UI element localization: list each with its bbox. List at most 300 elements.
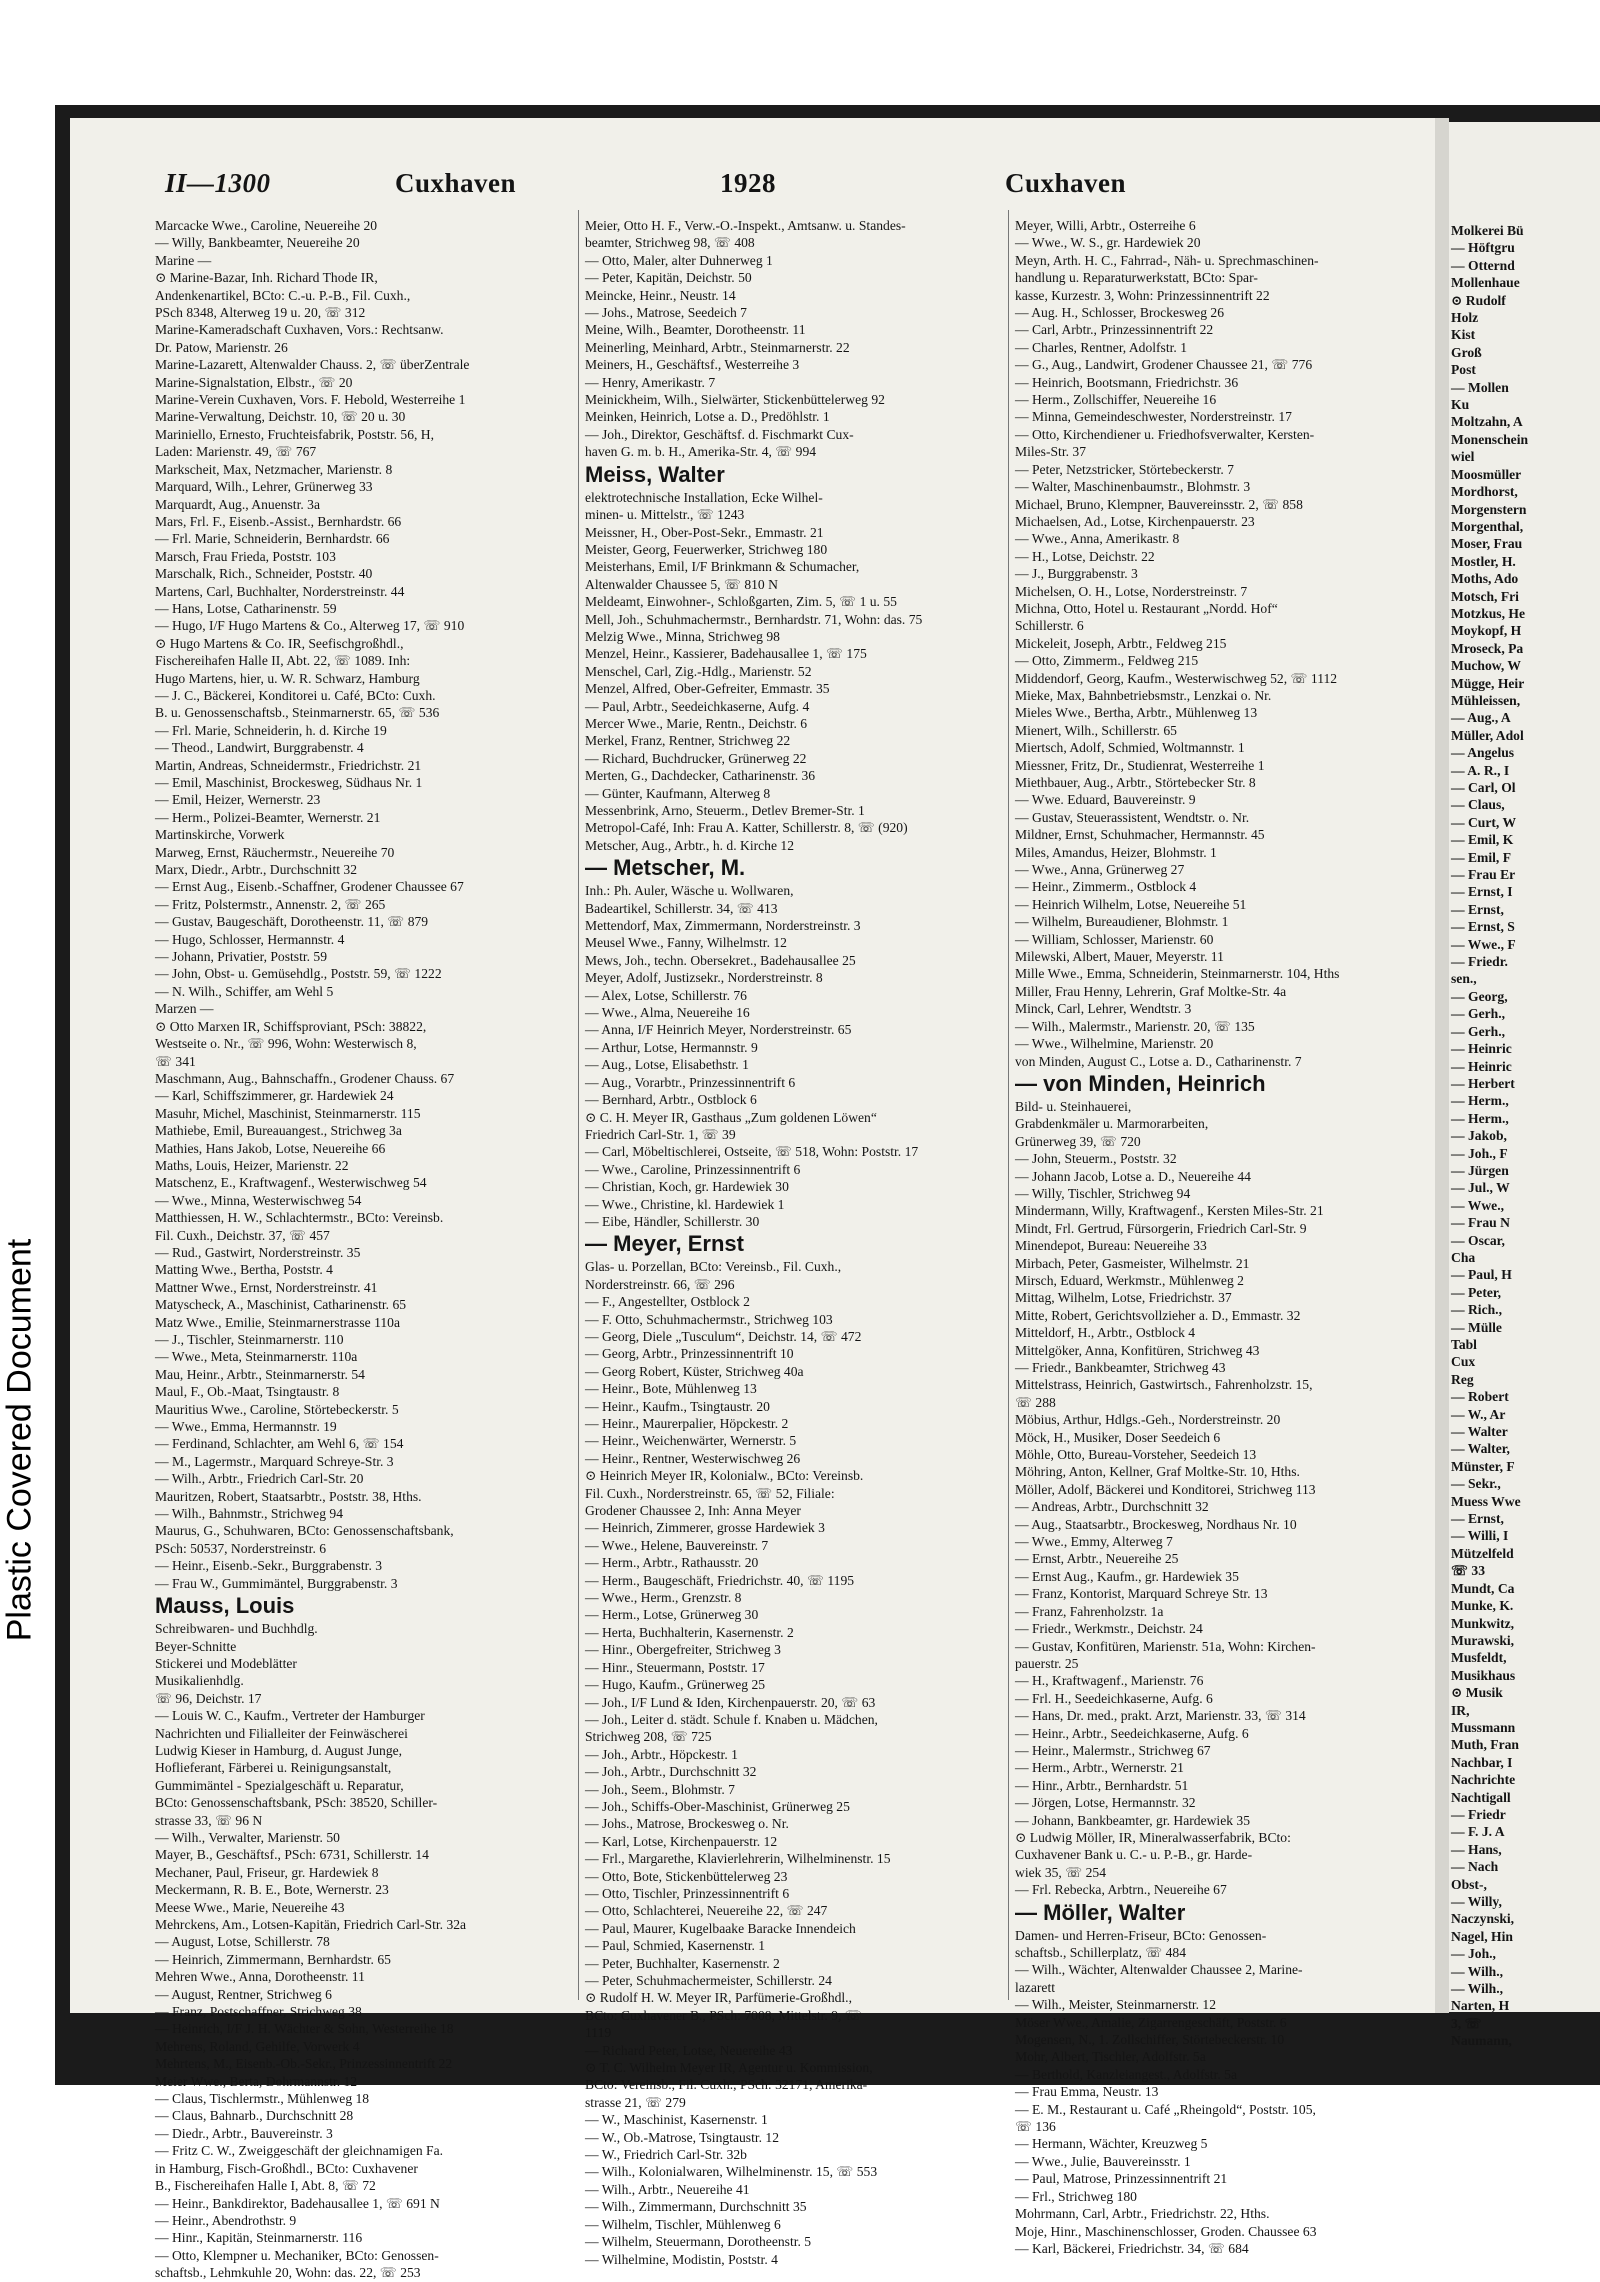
directory-column-1 xyxy=(155,217,575,2281)
directory-entry: Matting Wwe., Bertha, Poststr. 4 xyxy=(155,1262,333,1278)
directory-entry: — Emil, Maschinist, Brockesweg, Südhaus Nr. 1 xyxy=(155,775,423,790)
directory-entry: — Arthur, Lotse, Hermannstr. 9 xyxy=(585,1039,758,1055)
directory-entry: — H., Kraftwagenf., Marienstr. 76 xyxy=(1015,1673,1204,1689)
directory-entry: — Georg, Arbtr., Prinzessinnentrift 10 xyxy=(585,1346,794,1362)
adjacent-page-entry: Nagel, Hin xyxy=(1451,1928,1513,1944)
adjacent-page-entry: — Gerh., xyxy=(1451,1006,1505,1022)
adjacent-page-entry: — Jürgen xyxy=(1451,1162,1509,1178)
directory-entry: Menzel, Heinr., Kassierer, Badehausallee 1, ☏ 175 xyxy=(585,646,867,662)
directory-entry: — Claus, Bahnarb., Durchschnitt 28 xyxy=(155,2108,354,2124)
directory-entry: Menschel, Carl, Zig.-Hdlg., Marienstr. 52 xyxy=(585,663,812,679)
directory-entry: — Aug., Lotse, Elisabethstr. 1 xyxy=(585,1057,749,1073)
directory-entry: Meese Wwe., Marie, Neuereihe 43 xyxy=(155,1899,345,1915)
directory-entry: — Gustav, Baugeschäft, Dorotheenstr. 11, ☏ 879 xyxy=(155,914,429,930)
directory-entry: — Johann, Privatier, Poststr. 59 xyxy=(155,949,328,965)
directory-entry: Möck, H., Musiker, Doser Seedeich 6 xyxy=(1015,1429,1221,1445)
directory-entry: — Aug. H., Schlosser, Brockesweg 26 xyxy=(1015,305,1225,321)
adjacent-page-entry: — Friedr. xyxy=(1451,954,1508,970)
directory-entry: Nachrichten und Filialleiter der Feinwäscherei xyxy=(155,1725,408,1741)
directory-entry: ⊙ Rudolf H. W. Meyer IR, Parfümerie-Großhdl., xyxy=(585,1990,852,2006)
directory-entry: Möser Wwe., Amalie, Zigarrengeschäft, Poststr. 6 xyxy=(1015,2014,1287,2030)
directory-entry: Mindermann, Willy, Kraftwagenf., Kersten Miles-Str. 21 xyxy=(1015,1203,1324,1219)
adjacent-page-entry: Motzkus, He xyxy=(1451,605,1526,621)
directory-entry: Michael, Bruno, Klempner, Bauvereinsstr. 2, ☏ 858 xyxy=(1015,496,1303,512)
directory-entry: — Aug., Vorarbtr., Prinzessinnentrift 6 xyxy=(585,1074,796,1090)
adjacent-page-entry: — Wilh., xyxy=(1451,1981,1504,1997)
adjacent-page-entry: — Hans, xyxy=(1451,1841,1502,1857)
directory-entry: — Wilhelm, Steuermann, Dorotheenstr. 5 xyxy=(585,2234,812,2250)
page-number: II—1300 xyxy=(165,168,271,198)
adjacent-page-entry: — Walter xyxy=(1451,1424,1508,1440)
directory-entry: Mattner Wwe., Ernst, Norderstreinstr. 41 xyxy=(155,1279,378,1295)
directory-entry: Mittelstrass, Heinrich, Gastwirtsch., Fahrenholzstr. 15, xyxy=(1015,1377,1313,1393)
directory-entry: — Wilh., Arbtr., Friedrich Carl-Str. 20 xyxy=(155,1471,364,1487)
directory-entry: Meissner, H., Ober-Post-Sekr., Emmastr. 21 xyxy=(585,524,824,540)
directory-entry: wiek 35, ☏ 254 xyxy=(1015,1864,1107,1880)
directory-entry: — Herm., Lotse, Grünerweg 30 xyxy=(585,1607,759,1623)
directory-entry: Miller, Frau Henny, Lehrerin, Graf Moltke-Str. 4a xyxy=(1015,983,1287,999)
directory-entry: Damen- und Herren-Friseur, BCto: Genossen- xyxy=(1015,1927,1267,1943)
directory-entry: Dr. Patow, Marienstr. 26 xyxy=(155,339,288,355)
directory-entry: — Minna, Gemeindeschwester, Norderstreinstr. 17 xyxy=(1015,409,1292,425)
directory-entry: Michaelsen, Ad., Lotse, Kirchenpauerstr. 23 xyxy=(1015,513,1255,529)
directory-entry: — Joh., I/F Lund & Iden, Kirchenpauerstr. 20, ☏ 63 xyxy=(585,1694,876,1710)
directory-entry: — Andreas, Arbtr., Durchschnitt 32 xyxy=(1015,1499,1209,1515)
adjacent-page-entry: Müller, Adol xyxy=(1451,727,1524,743)
adjacent-page-entry: Musikhaus xyxy=(1451,1667,1516,1683)
directory-entry: Mitteldorf, H., Arbtr., Ostblock 4 xyxy=(1015,1325,1196,1341)
adjacent-page-entry: — Joh., F xyxy=(1451,1145,1508,1161)
directory-entry: Meiners, H., Geschäftsf., Westerreihe 3 xyxy=(585,357,800,373)
directory-entry: — Wwe., Herm., Grenzstr. 8 xyxy=(585,1590,742,1606)
directory-entry: — Johann Jacob, Lotse a. D., Neuereihe 44 xyxy=(1015,1168,1251,1184)
directory-entry: — N. Wilh., Schiffer, am Wehl 5 xyxy=(155,983,334,999)
directory-entry: — Wwe., W. S., gr. Hardewiek 20 xyxy=(1015,235,1201,251)
directory-entry: Grodener Chaussee 2, Inh: Anna Meyer xyxy=(585,1503,801,1519)
directory-entry: — Otto, Maler, alter Duhnerweg 1 xyxy=(585,252,773,268)
directory-entry: Möller, Adolf, Bäckerei und Konditorei, Strichweg 113 xyxy=(1015,1481,1316,1497)
directory-entry: — Paul, Schmied, Kasernenstr. 1 xyxy=(585,1938,766,1954)
adjacent-page-entry: Nachtigall xyxy=(1451,1789,1511,1805)
directory-entry: — Wilhelm, Bureaudiener, Blohmstr. 1 xyxy=(1015,914,1229,930)
directory-entry: Messenbrink, Arno, Steuerm., Detlev Bremer-Str. 1 xyxy=(585,803,865,818)
directory-entry: — Carl, Arbtr., Prinzessinnentrift 22 xyxy=(1015,322,1214,338)
directory-entry: strasse 21, ☏ 279 xyxy=(585,2094,686,2110)
directory-entry: Mercer Wwe., Marie, Rentn., Deichstr. 6 xyxy=(585,715,808,731)
directory-entry: — Ernst Aug., Kaufm., gr. Hardewiek 35 xyxy=(1015,1568,1239,1584)
adjacent-page-entry: Cha xyxy=(1451,1249,1476,1265)
directory-entry: Mehrtens, M., Eisenb.-Ob.-Sekr., Prinzessinnentrift 22 xyxy=(155,2056,453,2072)
directory-entry: — Metscher, M. xyxy=(585,855,746,881)
directory-entry: — Frl. Marie, Schneiderin, h. d. Kirche 19 xyxy=(155,722,387,738)
directory-entry: — Wwe. Eduard, Bauvereinstr. 9 xyxy=(1015,792,1196,808)
directory-entry: Meisterhans, Emil, I/F Brinkmann & Schumacher, xyxy=(585,559,860,575)
directory-entry: Minck, Carl, Lehrer, Wendtstr. 3 xyxy=(1015,1001,1192,1017)
directory-entry: Möhle, Otto, Bureau-Vorsteher, Seedeich 13 xyxy=(1015,1447,1257,1463)
directory-entry: Meinerling, Meinhard, Arbtr., Steinmarnerstr. 22 xyxy=(585,339,850,355)
directory-entry: — Joh., Direktor, Geschäftsf. d. Fischmarkt Cux- xyxy=(585,426,854,442)
directory-entry: ☏ 341 xyxy=(155,1053,196,1069)
directory-entry: — Fritz, Polstermstr., Annenstr. 2, ☏ 265 xyxy=(155,896,386,912)
directory-entry: Mehrckens, Am., Lotsen-Kapitän, Friedrich Carl-Str. 32a xyxy=(155,1917,467,1932)
directory-entry: — Otto, Bote, Stickenbüttelerweg 23 xyxy=(585,1868,788,1884)
directory-entry: — Heinrich, Bootsmann, Friedrichstr. 36 xyxy=(1015,374,1239,390)
directory-entry: Beyer-Schnitte xyxy=(155,1638,237,1654)
directory-entry: — W., Friedrich Carl-Str. 32b xyxy=(585,2147,747,2163)
directory-entry: — Hans, Lotse, Catharinenstr. 59 xyxy=(155,600,337,616)
directory-entry: — Wilh., Wächter, Altenwalder Chaussee 2, Marine- xyxy=(1015,1962,1303,1978)
page-header xyxy=(155,168,1435,208)
directory-entry: Middendorf, Georg, Kaufm., Westerwischweg 52, ☏ 1112 xyxy=(1015,670,1338,686)
directory-entry: Mettendorf, Max, Zimmermann, Norderstreinstr. 3 xyxy=(585,918,861,934)
adjacent-page-entry: Mostler, H. xyxy=(1451,553,1516,569)
directory-entry: — Heinrich, Zimmerer, grosse Hardewiek 3 xyxy=(585,1520,825,1536)
adjacent-page-entry: — W., Ar xyxy=(1451,1406,1506,1422)
directory-entry: Mirsch, Eduard, Werkmstr., Mühlenweg 2 xyxy=(1015,1272,1244,1288)
directory-entry: — Wilh., Kolonialwaren, Wilhelminenstr. 15, ☏ 553 xyxy=(585,2164,878,2180)
directory-entry: minen- u. Mittelstr., ☏ 1243 xyxy=(585,507,745,523)
directory-entry: Mittag, Wilhelm, Lotse, Friedrichstr. 37 xyxy=(1015,1290,1232,1306)
directory-entry: — August, Rentner, Strichweg 6 xyxy=(155,1986,332,2002)
directory-entry: ⊙ Otto Marxen IR, Schiffsproviant, PSch: 38822, xyxy=(155,1018,427,1034)
directory-entry: Miles-Str. 37 xyxy=(1015,444,1086,460)
directory-entry: Mechaner, Paul, Friseur, gr. Hardewiek 8 xyxy=(155,1864,379,1880)
directory-entry: — Joh., Seem., Blohmstr. 7 xyxy=(585,1781,735,1797)
adjacent-page-entry: — Herm., xyxy=(1451,1110,1509,1126)
adjacent-page-entry: IR, xyxy=(1451,1702,1470,1718)
directory-entry: — E. M., Restaurant u. Café „Rheingold“, Poststr. 105, xyxy=(1015,2101,1316,2117)
directory-entry: Meinickheim, Wilh., Sielwärter, Stickenbüttelerweg 92 xyxy=(585,392,885,408)
directory-entry: PSch 8348, Alterweg 19 u. 20, ☏ 312 xyxy=(155,305,366,321)
directory-entry: Mews, Joh., techn. Obersekret., Badehausallee 25 xyxy=(585,952,856,968)
directory-entry: — Wwe., Alma, Neuereihe 16 xyxy=(585,1005,750,1021)
directory-entry: — Willy, Tischler, Strichweg 94 xyxy=(1015,1185,1191,1201)
directory-entry: — Charles, Rentner, Adolfstr. 1 xyxy=(1015,339,1187,355)
directory-entry: haven G. m. b. H., Amerika-Str. 4, ☏ 994 xyxy=(585,444,817,460)
directory-column-3 xyxy=(1015,217,1435,2256)
directory-entry: — J., Tischler, Steinmarnerstr. 110 xyxy=(155,1332,344,1347)
directory-entry: — Eibe, Händler, Schillerstr. 30 xyxy=(585,1213,760,1229)
adjacent-page-entry: — Heinric xyxy=(1451,1041,1512,1057)
directory-entry: — Willy, Bankbeamter, Neuereihe 20 xyxy=(155,235,360,251)
adjacent-page-entry: — Aug., A xyxy=(1451,710,1511,726)
directory-entry: — Henry, Amerikastr. 7 xyxy=(585,374,716,390)
page-edge xyxy=(1435,118,1449,2013)
directory-entry: — Franz, Kontorist, Marquard Schreye Str. 13 xyxy=(1015,1586,1268,1602)
adjacent-page-entry: — Jakob, xyxy=(1451,1128,1507,1144)
directory-entry: Maurus, G., Schuhwaren, BCto: Genossenschaftsbank, xyxy=(155,1523,454,1539)
directory-entry: ☏ 96, Deichstr. 17 xyxy=(155,1690,262,1706)
directory-entry: — William, Schlosser, Marienstr. 60 xyxy=(1015,931,1214,947)
adjacent-page-entry: — Sekr., xyxy=(1451,1476,1501,1492)
directory-entry: Michelsen, O. H., Lotse, Norderstreinstr. 7 xyxy=(1015,583,1248,599)
directory-entry: — Wwe., Meta, Steinmarnerstr. 110a xyxy=(155,1349,358,1365)
directory-entry: — Richard Peter, Lotse, Neuereihe 43 xyxy=(585,2042,793,2058)
directory-entry: Norderstreinstr. 66, ☏ 296 xyxy=(585,1276,735,1292)
directory-entry: Mehren Wwe., Anna, Dorotheenstr. 11 xyxy=(155,1969,365,1985)
directory-entry: Grabdenkmäler u. Marmorarbeiten, xyxy=(1015,1116,1209,1132)
directory-entry: — von Minden, Heinrich xyxy=(1015,1070,1266,1096)
directory-entry: — Frau W., Gummimäntel, Burggrabenstr. 3 xyxy=(155,1575,398,1591)
directory-entry: Merkel, Franz, Rentner, Strichweg 22 xyxy=(585,733,791,749)
column-rule xyxy=(1008,210,1009,2000)
city-title-left: Cuxhaven xyxy=(395,168,517,198)
directory-entry: Maschmann, Aug., Bahnschaffn., Grodener Chauss. 67 xyxy=(155,1070,455,1086)
directory-entry: Mieles Wwe., Bertha, Arbtr., Mühlenweg 13 xyxy=(1015,705,1258,721)
directory-entry: Mienert, Wilh., Schillerstr. 65 xyxy=(1015,722,1177,738)
directory-entry: Meinken, Heinrich, Lotse a. D., Predöhlstr. 1 xyxy=(585,409,830,425)
directory-entry: Bild- u. Steinhauerei, xyxy=(1015,1098,1132,1114)
directory-entry: Hoflieferant, Färberei u. Reinigungsanstalt, xyxy=(155,1760,392,1776)
directory-entry: — Gustav, Konfitüren, Marienstr. 51a, Wohn: Kirchen- xyxy=(1015,1638,1316,1654)
directory-entry: Marine — xyxy=(155,252,212,268)
adjacent-page-entry: Mundt, Ca xyxy=(1451,1580,1515,1596)
directory-entry: — Frl. Marie, Schneiderin, Bernhardstr. 66 xyxy=(155,531,390,547)
adjacent-page-entry: Nachbar, I xyxy=(1451,1754,1513,1770)
adjacent-page-entry: — Nach xyxy=(1451,1859,1499,1875)
directory-entry: — Joh., Schiffs-Ober-Maschinist, Grünerweg 25 xyxy=(585,1798,850,1814)
directory-entry: — Günter, Kaufmann, Alterweg 8 xyxy=(585,785,771,801)
directory-entry: — Jörgen, Lotse, Hermannstr. 32 xyxy=(1015,1795,1196,1811)
adjacent-page-entry: ☏ 33 xyxy=(1451,1563,1485,1579)
directory-entry: — Rud., Gastwirt, Norderstreinstr. 35 xyxy=(155,1244,361,1260)
directory-entry: Marx, Diedr., Arbtr., Durchschnitt 32 xyxy=(155,862,357,878)
directory-entry: — Wwe., Minna, Westerwischweg 54 xyxy=(155,1192,362,1208)
directory-entry: — Heinrich Wilhelm, Lotse, Neuereihe 51 xyxy=(1015,896,1247,912)
directory-entry: — Ferdinand, Schlachter, am Wehl 6, ☏ 154 xyxy=(155,1436,404,1452)
directory-entry: — Richard, Buchdrucker, Grünerweg 22 xyxy=(585,750,807,766)
adjacent-page-entry: — A. R., I xyxy=(1451,762,1510,778)
directory-entry: — Peter, Netzstricker, Störtebeckerstr. 7 xyxy=(1015,461,1234,477)
directory-entry: — Meyer, Ernst xyxy=(585,1231,744,1257)
directory-entry: Miessner, Fritz, Dr., Studienrat, Westerreihe 1 xyxy=(1015,757,1265,773)
adjacent-page-entry: — Jul., W xyxy=(1451,1180,1510,1196)
adjacent-page-entry: — Carl, Ol xyxy=(1451,780,1516,795)
directory-entry: — Ernst Aug., Eisenb.-Schaffner, Grodener Chaussee 67 xyxy=(155,879,464,895)
directory-entry: Matthiessen, H. W., Schlachtermstr., BCto: Vereinsb. xyxy=(155,1210,444,1226)
directory-entry: — J. C., Bäckerei, Konditorei u. Café, BCto: Cuxh. xyxy=(155,687,436,703)
directory-entry: — Bernhard, Arbtr., Ostblock 6 xyxy=(585,1092,757,1108)
directory-entry: — Peter, Kapitän, Deichstr. 50 xyxy=(585,270,752,286)
adjacent-page-entry: Naumann, xyxy=(1451,2033,1512,2049)
adjacent-page-entry: Mordhorst, xyxy=(1451,484,1518,500)
adjacent-page-entry: — Ernst, I xyxy=(1451,884,1513,900)
adjacent-page-entry: — Joh., xyxy=(1451,1946,1496,1962)
adjacent-page-entry: Post xyxy=(1451,362,1476,378)
adjacent-page-entry: — F. J. A xyxy=(1451,1824,1505,1840)
directory-entry: — Johs., Matrose, Brockesweg o. Nr. xyxy=(585,1816,789,1832)
directory-entry: Gummimäntel - Spezialgeschäft u. Reparatur, xyxy=(155,1777,404,1793)
directory-entry: Marsch, Frau Frieda, Poststr. 103 xyxy=(155,548,336,564)
directory-entry: — Wilh., Malermstr., Marienstr. 20, ☏ 135 xyxy=(1015,1018,1255,1034)
directory-entry: — G., Aug., Landwirt, Grodener Chaussee 21, ☏ 776 xyxy=(1015,357,1313,373)
directory-entry: — Heinrich, I/F J. H. Wächter & Sohn, Westerreihe 18 xyxy=(155,2021,454,2037)
directory-entry: — Wilh., Bahnmstr., Strichweg 94 xyxy=(155,1506,343,1522)
directory-entry: Mayer, B., Geschäftsf., PSch: 6731, Schillerstr. 14 xyxy=(155,1847,429,1863)
directory-entry: Mau, Heinr., Arbtr., Steinmarnerstr. 54 xyxy=(155,1366,365,1382)
directory-entry: Matschenz, E., Kraftwagenf., Westerwischweg 54 xyxy=(155,1175,427,1191)
directory-entry: — Fritz C. W., Zweiggeschäft der gleichnamigen Fa. xyxy=(155,2143,444,2159)
directory-entry: — Otto, Schlachterei, Neuereihe 22, ☏ 247 xyxy=(585,1903,828,1919)
directory-entry: Cuxhavener Bank u. C.- u. P.-B., gr. Harde- xyxy=(1015,1847,1253,1863)
directory-entry: Marzen — xyxy=(155,1001,214,1017)
directory-entry: — August, Lotse, Schillerstr. 78 xyxy=(155,1934,330,1950)
adjacent-page-entry: Muth, Fran xyxy=(1451,1737,1519,1753)
directory-entry: Friedrich Carl-Str. 1, ☏ 39 xyxy=(585,1126,736,1142)
adjacent-page-entry: — Claus, xyxy=(1451,797,1505,813)
side-label xyxy=(0,1160,40,1720)
adjacent-page-entry: — Ernst, xyxy=(1451,901,1504,917)
directory-entry: — Wwe., Julie, Bauvereinsstr. 1 xyxy=(1015,2153,1191,2169)
directory-entry: — Heinr., Zimmerm., Ostblock 4 xyxy=(1015,879,1197,895)
directory-entry: Metscher, Aug., Arbtr., h. d. Kirche 12 xyxy=(585,837,794,853)
directory-entry: Meine, Wilh., Beamter, Dorotheenstr. 11 xyxy=(585,322,806,338)
directory-entry: — Wwe., Emmy, Alterweg 7 xyxy=(1015,1534,1173,1550)
directory-entry: — Walter, Maschinenbaumstr., Blohmstr. 3 xyxy=(1015,479,1251,495)
directory-year: 1928 xyxy=(720,168,776,198)
directory-entry: Meincke, Heinr., Neustr. 14 xyxy=(585,287,736,303)
directory-entry: Marine-Kameradschaft Cuxhaven, Vors.: Rechtsanw. xyxy=(155,322,444,338)
adjacent-page-entry: Morgenthal, xyxy=(1451,518,1524,534)
directory-entry: Mathiebe, Emil, Bureauangest., Strichweg 3a xyxy=(155,1123,402,1139)
directory-entry: Grünerweg 39, ☏ 720 xyxy=(1015,1133,1141,1149)
directory-entry: — Hinr., Steuermann, Poststr. 17 xyxy=(585,1659,765,1675)
directory-entry: Möhring, Anton, Kellner, Graf Moltke-Str. 10, Hths. xyxy=(1015,1464,1300,1480)
adjacent-page-entry: Munke, K. xyxy=(1451,1598,1514,1614)
directory-entry: Marquardt, Aug., Anuenstr. 3a xyxy=(155,496,320,512)
directory-entry: ⊙ Heinrich Meyer IR, Kolonialw., BCto: Vereinsb. xyxy=(585,1468,864,1484)
directory-entry: Mohrmann, Carl, Arbtr., Friedrichstr. 22, Hths. xyxy=(1015,2206,1270,2222)
directory-entry: — Friedr., Bankbeamter, Strichweg 43 xyxy=(1015,1360,1226,1375)
directory-entry: Miles, Amandus, Heizer, Blohmstr. 1 xyxy=(1015,844,1217,860)
directory-entry: Mathies, Hans Jakob, Lotse, Neuereihe 66 xyxy=(155,1140,386,1156)
directory-entry: — Frau Emma, Neustr. 13 xyxy=(1015,2084,1159,2100)
directory-entry: — Paul, Matrose, Prinzessinnentrift 21 xyxy=(1015,2171,1228,2187)
directory-entry: — Hermann, Wächter, Kreuzweg 5 xyxy=(1015,2136,1208,2152)
directory-entry: — Wwe., Helene, Bauvereinstr. 7 xyxy=(585,1537,769,1553)
adjacent-page-entry: Mügge, Heir xyxy=(1451,675,1525,691)
adjacent-page-entry: — Wwe., F xyxy=(1451,936,1516,952)
directory-entry: Mickeleit, Joseph, Arbtr., Feldweg 215 xyxy=(1015,635,1227,651)
adjacent-page-entry: Moosmüller xyxy=(1451,466,1522,482)
directory-entry: Meyer, Adolf, Justizsekr., Norderstreinstr. 8 xyxy=(585,970,823,986)
directory-entry: ☏ 136 xyxy=(1015,2119,1056,2135)
adjacent-page-entry: Narten, H xyxy=(1451,1998,1510,2014)
adjacent-page-entry: Groß xyxy=(1451,344,1482,360)
directory-entry: — Peter, Schuhmachermeister, Schillerstr. 24 xyxy=(585,1973,832,1988)
adjacent-page-entry: Muchow, W xyxy=(1451,658,1521,674)
directory-entry: Menzel, Alfred, Ober-Gefreiter, Emmastr. 35 xyxy=(585,681,830,697)
adjacent-page-entry: Molkerei Bü xyxy=(1451,223,1524,238)
adjacent-page-entry: ⊙ Musik xyxy=(1451,1685,1503,1701)
adjacent-page-entry: — Mülle xyxy=(1451,1319,1502,1335)
directory-entry: — Heinr., Arbtr., Seedeichkaserne, Aufg. 6 xyxy=(1015,1725,1249,1741)
directory-entry: Inh.: Ph. Auler, Wäsche u. Wollwaren, xyxy=(585,883,794,899)
directory-entry: Minendepot, Bureau: Neuereihe 33 xyxy=(1015,1238,1207,1254)
directory-entry: — Gustav, Steuerassistent, Wendtstr. o. Nr. xyxy=(1015,809,1250,825)
directory-entry: Meyer, Willi, Arbtr., Osterreihe 6 xyxy=(1015,218,1196,233)
directory-entry: — Hugo, Kaufm., Grünerweg 25 xyxy=(585,1677,766,1693)
directory-entry: — Claus, Tischlermstr., Mühlenweg 18 xyxy=(155,2091,370,2107)
directory-entry: — Hinr., Obergefreiter, Strichweg 3 xyxy=(585,1642,781,1658)
directory-entry: — Joh., Arbtr., Durchschnitt 32 xyxy=(585,1764,757,1780)
directory-entry: B. u. Genossenschaftsb., Steinmarnerstr. 65, ☏ 536 xyxy=(155,705,440,721)
adjacent-page-entry: Motsch, Fri xyxy=(1451,588,1519,604)
adjacent-page-entry: — Robert xyxy=(1451,1389,1509,1405)
adjacent-page-entry: — Herbert xyxy=(1451,1075,1515,1091)
directory-entry: Mirbach, Peter, Gasmeister, Wilhelmstr. 21 xyxy=(1015,1255,1250,1271)
directory-entry: schaftsb., Schillerplatz, ☏ 484 xyxy=(1015,1945,1187,1960)
directory-entry: Fischereihafen Halle II, Abt. 22, ☏ 1089. Inh: xyxy=(155,653,411,669)
directory-entry: Marweg, Ernst, Räuchermstr., Neuereihe 70 xyxy=(155,844,395,860)
directory-entry: Westseite o. Nr., ☏ 996, Wohn: Westerwisch 8, xyxy=(155,1036,417,1052)
directory-entry: — John, Steuerm., Poststr. 32 xyxy=(1015,1151,1177,1167)
directory-entry: B., Fischereihafen Halle I, Abt. 8, ☏ 72 xyxy=(155,2178,376,2194)
directory-entry: Mariniello, Ernesto, Fruchteisfabrik, Poststr. 56, H, xyxy=(155,426,435,442)
directory-entry: — Johs., Matrose, Seedeich 7 xyxy=(585,305,747,321)
directory-entry: ☏ 288 xyxy=(1015,1394,1056,1410)
directory-entry: — Ernst, Arbtr., Neuereihe 25 xyxy=(1015,1551,1179,1567)
directory-entry: Merten, G., Dachdecker, Catharinenstr. 36 xyxy=(585,768,816,784)
directory-entry: — Möller, Walter xyxy=(1015,1899,1186,1925)
directory-entry: Masuhr, Michel, Maschinist, Steinmarnerstr. 115 xyxy=(155,1105,421,1121)
directory-entry: Meister, Georg, Feuerwerker, Strichweg 180 xyxy=(585,541,828,557)
adjacent-page-entry: — Emil, F xyxy=(1451,849,1512,865)
adjacent-page-entry: — Wilh., xyxy=(1451,1963,1504,1979)
directory-entry: — F. Otto, Schuhmachermstr., Strichweg 103 xyxy=(585,1311,833,1327)
directory-entry: — Berthold, Kanzleiangest., Adolfstr. 5a xyxy=(1015,2066,1237,2082)
side-label-text: Plastic Covered Document xyxy=(0,1238,39,1642)
directory-entry: — Hinr., Kapitän, Steinmarnerstr. 116 xyxy=(155,2230,363,2246)
directory-entry: Maul, F., Ob.-Maat, Tsingtaustr. 8 xyxy=(155,1384,340,1400)
city-title-right: Cuxhaven xyxy=(1005,168,1127,198)
adjacent-page-entry: Muess Wwe xyxy=(1451,1493,1521,1509)
directory-entry: — Wwe., Anna, Amerikastr. 8 xyxy=(1015,531,1180,547)
adjacent-page-entry: Moykopf, H xyxy=(1451,623,1522,639)
directory-entry: Meyn, Arth. H. C., Fahrrad-, Näh- u. Sprechmaschinen- xyxy=(1015,252,1319,268)
directory-entry: Möbius, Arthur, Hdlgs.-Geh., Norderstreinstr. 20 xyxy=(1015,1412,1281,1428)
adjacent-page-entry: Nachrichte xyxy=(1451,1772,1516,1788)
directory-entry: — Wilh., Meister, Steinmarnerstr. 12 xyxy=(1015,1997,1217,2013)
adjacent-page-entry: Musfeldt, xyxy=(1451,1650,1507,1666)
directory-entry: — Heinr., Abendrothstr. 9 xyxy=(155,2212,297,2228)
adjacent-page-entry: — Höftgru xyxy=(1451,240,1515,256)
directory-entry: — Wwe., Christine, kl. Hardewiek 1 xyxy=(585,1196,785,1212)
adjacent-page-entry: Moser, Frau xyxy=(1451,536,1523,552)
directory-entry: — Herm., Arbtr., Wernerstr. 21 xyxy=(1015,1760,1184,1776)
adjacent-page-entry: — Emil, K xyxy=(1451,832,1514,848)
directory-entry: ⊙ C. H. Meyer IR, Gasthaus „Zum goldenen Löwen“ xyxy=(585,1109,877,1125)
directory-entry: Ludwig Kieser in Hamburg, d. August Junge, xyxy=(155,1742,403,1758)
directory-entry: Moje, Hinr., Maschinenschlosser, Groden. Chaussee 63 xyxy=(1015,2223,1317,2239)
directory-entry: — Heinr., Weichenwärter, Wernerstr. 5 xyxy=(585,1433,797,1449)
adjacent-page-entry: ⊙ Rudolf xyxy=(1451,292,1506,308)
directory-entry: — Aug., Staatsarbtr., Brockesweg, Nordhaus Nr. 10 xyxy=(1015,1516,1297,1532)
directory-entry: — Karl, Lotse, Kirchenpauerstr. 12 xyxy=(585,1833,778,1849)
adjacent-page xyxy=(1449,122,1600,2049)
adjacent-page-entry: Monenschein xyxy=(1451,431,1529,447)
directory-entry: — Wilh., Arbtr., Neuereihe 41 xyxy=(585,2181,750,2197)
directory-entry: Marquard, Wilh., Lehrer, Grünerweg 33 xyxy=(155,479,373,495)
adjacent-page-entry: — Gerh., xyxy=(1451,1023,1505,1039)
directory-entry: Metropol-Café, Inh: Frau A. Katter, Schillerstr. 8, ☏ (920) xyxy=(585,820,908,836)
adjacent-page-entry: — Heinric xyxy=(1451,1058,1512,1074)
adjacent-page-entry: Kist xyxy=(1451,327,1476,343)
directory-entry: — Wilhelm, Tischler, Mühlenweg 6 xyxy=(585,2216,781,2232)
directory-entry: — Hugo, I/F Hugo Martens & Co., Alterweg 17, ☏ 910 xyxy=(155,618,465,634)
directory-entry: BCto: Vereinsb., Fil. Cuxh., PSch: 32171, Amerika- xyxy=(585,2077,868,2093)
directory-entry: Markscheit, Max, Netzmacher, Marienstr. 8 xyxy=(155,461,393,477)
